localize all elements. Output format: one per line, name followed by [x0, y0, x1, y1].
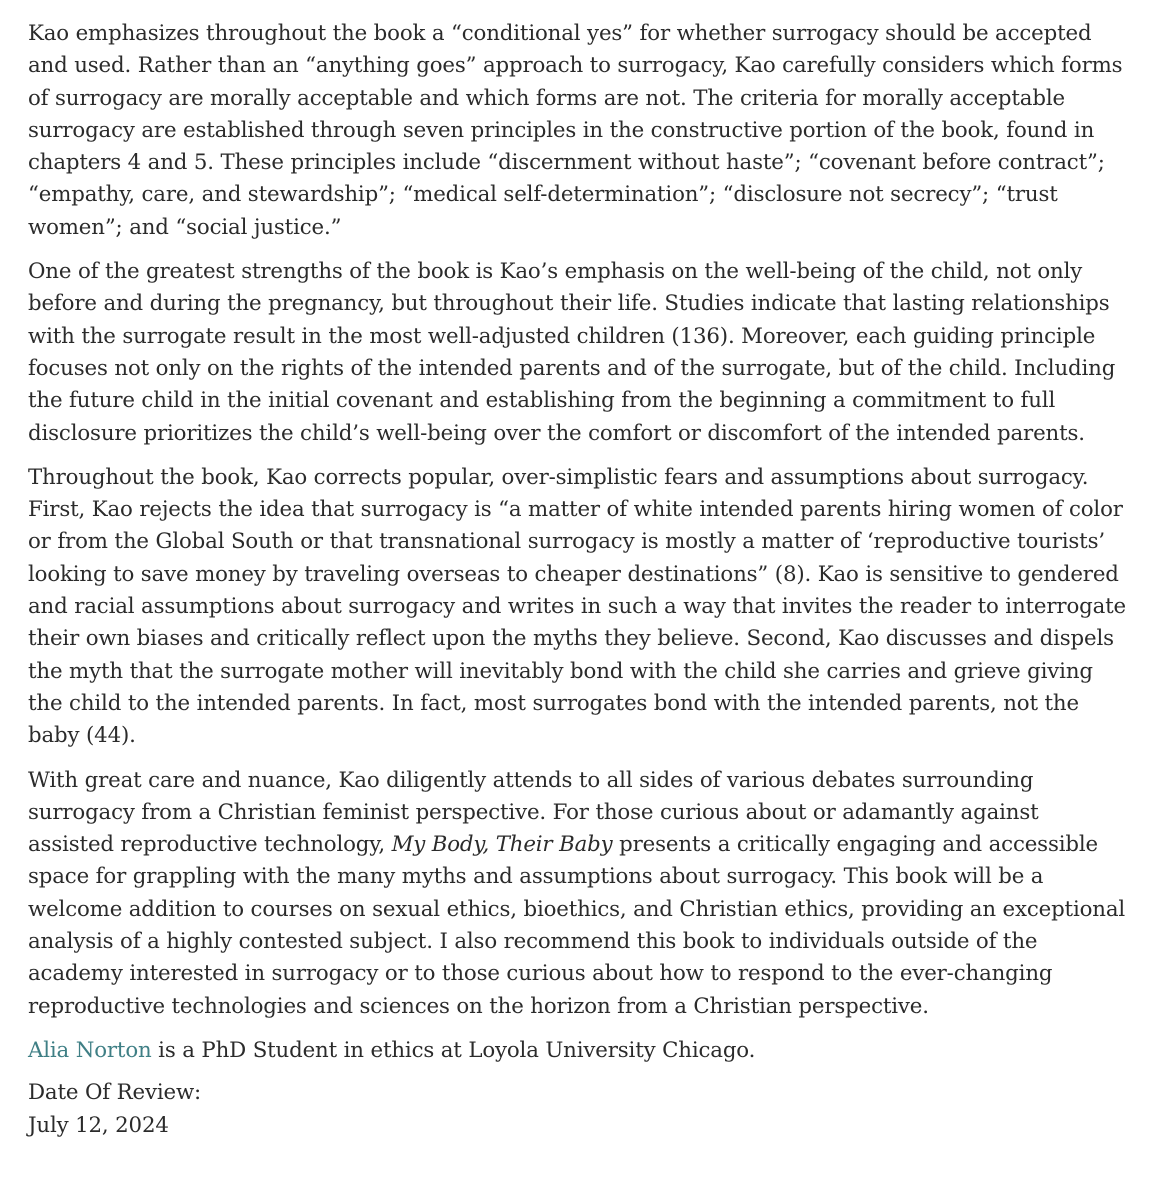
- author-link[interactable]: Alia Norton: [28, 1037, 152, 1063]
- author-bio-text: is a PhD Student in ethics at Loyola University Chicago.: [151, 1037, 756, 1063]
- date-of-review-label: Date Of Review:: [28, 1080, 202, 1106]
- paragraph-conditional-yes: Kao emphasizes throughout the book a “conditional yes” for whether surrogacy should be accepted and used. Rather than an “anything goes” approach to surrogacy, Kao carefully considers which forms of surrogacy are morally acceptable and which forms are not. The criteria for morally acceptable surrogacy are established through seven principles in the constructive portion of the book, found in chapters 4 and 5. These principles include “discernment without haste”; “covenant before contract”; “empathy, care, and stewardship”; “medical self-determination”; “disclosure not secrecy”; “trust women”; and “social justice.”: [28, 21, 1123, 240]
- date-of-review-value: July 12, 2024: [28, 1112, 169, 1138]
- conclusion-text-before: With great care and nuance, Kao diligently attends to all sides of various debates surrounding surrogacy from a Christian feminist perspective. For those curious about or adamantly against assisted reproductive technology,: [28, 767, 1039, 858]
- author-bio: [28, 1035, 1130, 1067]
- paragraph-child-wellbeing: One of the greatest strengths of the book is Kao’s emphasis on the well-being of the child, not only before and during the pregnancy, but throughout their life. Studies indicate that lasting relationships with the surrogate result in the most well-adjusted children (136). Moreover, each guiding principle focuses not only on the rights of the intended parents and of the surrogate, but of the child. Including the future child in the initial covenant and establishing from the beginning a commitment to full disclosure prioritizes the child’s well-being over the comfort or discomfort of the intended parents.: [28, 259, 1116, 446]
- book-title: My Body, Their Baby: [391, 832, 613, 858]
- paragraph-conclusion: [28, 765, 1130, 1023]
- paragraph-myths: Throughout the book, Kao corrects popular, over-simplistic fears and assumptions about surrogacy. First, Kao rejects the idea that surrogacy is “a matter of white intended parents hiring women of color or from the Global South or that transnational surrogacy is mostly a matter of ‘reproductive tourists’ looking to save money by traveling overseas to cheaper destinations” (8). Kao is sensitive to gendered and racial assumptions about surrogacy and writes in such a way that invites the reader to interrogate their own biases and critically reflect upon the myths they believe. Second, Kao discusses and dispels the myth that the surrogate mother will inevitably bond with the child she carries and grieve giving the child to the intended parents. In fact, most surrogates bond with the intended parents, not the baby (44).: [28, 464, 1127, 749]
- conclusion-text-after: presents a critically engaging and accessible space for grappling with the many myths and assumptions about surrogacy. This book will be a welcome addition to courses on sexual ethics, bioethics, and Christian ethics, providing an exceptional analysis of a highly contested subject. I also recommend this book to individuals outside of the academy interested in surrogacy or to those curious about how to respond to the ever-changing reproductive technologies and sciences on the horizon from a Christian perspective.: [28, 832, 1126, 1019]
- previous-line-fragment: [28, 0, 1130, 10]
